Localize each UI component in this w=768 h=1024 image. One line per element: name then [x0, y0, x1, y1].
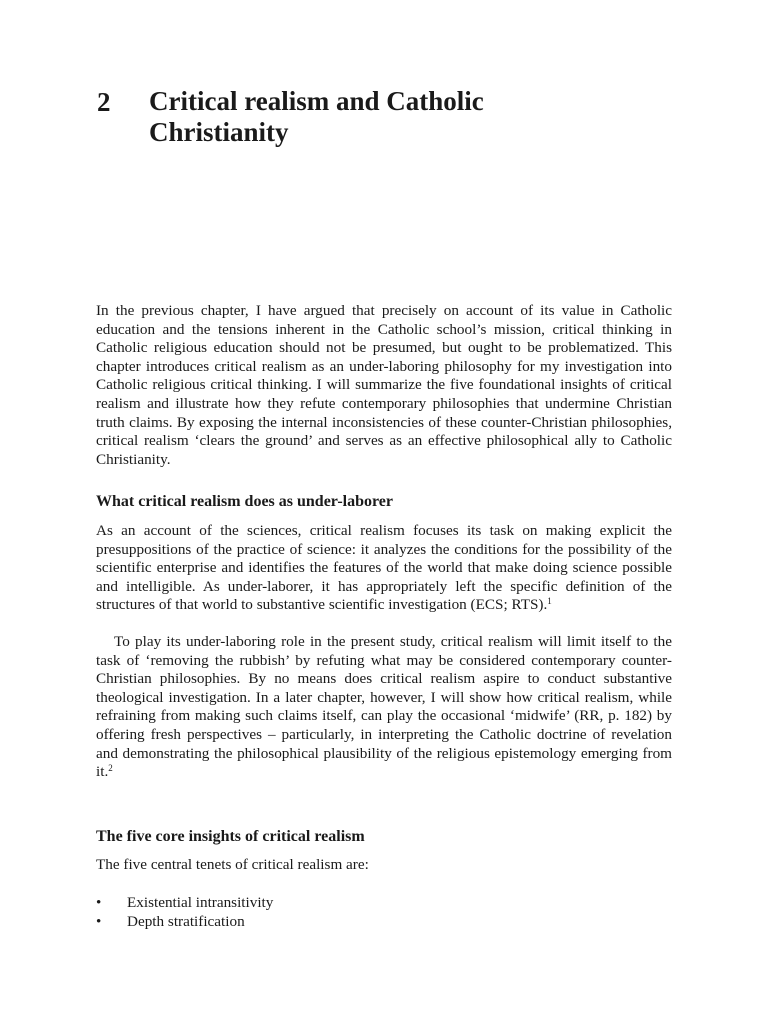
list-item-text: Depth stratification	[127, 913, 245, 930]
chapter-title	[149, 86, 579, 148]
footnote-marker-2[interactable]: 2	[108, 763, 113, 774]
section-heading-under-laborer: What critical realism does as under-laborer	[96, 493, 393, 510]
paragraph-under-laboring-role	[96, 633, 672, 782]
tenets-list	[96, 893, 273, 931]
chapter-title-line-2: Christianity	[149, 117, 289, 147]
bullet-icon: •	[96, 894, 102, 911]
intro-paragraph: In the previous chapter, I have argued that precisely on account of its value in Catholic education and the tensions inherent in the Catholic school’s mission, critical thinking in Catholic religious education should not be presumed, but ought to be problematized. This chapter introduces critical realism as an under-laboring philosophy for my investigation into Catholic religious critical thinking. I will summarize the five foundational insights of critical realism and illustrate how they refute contemporary philosophies that undermine Christian truth claims. By exposing the internal inconsistencies of these counter-Christian philosophies, critical realism ‘clears the ground’ and serves as an effective philosophical ally to Catholic Christianity.	[96, 302, 672, 468]
chapter-title-line-1: Critical realism and Catholic	[149, 86, 484, 116]
bullet-icon: •	[96, 913, 102, 930]
footnote-marker-1[interactable]: 1	[547, 596, 552, 607]
section-heading-core-insights: The five core insights of critical realism	[96, 828, 365, 845]
paragraph-sciences-text: As an account of the sciences, critical realism focuses its task on making explicit the presuppositions of the practice of science: it analyzes the conditions for the possibility of the scientific enterprise and identifies the features of the world that make doing science possible and intelligible. As under-laborer, it has appropriately left the specific definition of the structures of that world to substantive scientific investigation (ECS; RTS).	[96, 522, 672, 614]
chapter-heading	[97, 86, 657, 148]
list-item	[96, 912, 273, 931]
paragraph-under-laboring-role-text: To play its under-laboring role in the present study, critical realism will limit itself to the task of ‘removing the rubbish’ by refuting what may be considered contemporary counter-Christian philosophies. By no means does critical realism aspire to conduct substantive theological investigation. In a later chapter, however, I will show how critical realism, while refraining from making such claims itself, can play the occasional ‘midwife’ (RR, p. 182) by offering fresh perspectives – particularly, in interpreting the Catholic doctrine of revelation and demonstrating the philosophical plausibility of the religious epistemology emerging from it.	[96, 633, 672, 781]
list-item	[96, 893, 273, 912]
list-item-text: Existential intransitivity	[127, 894, 274, 911]
chapter-number: 2	[97, 87, 111, 117]
paragraph-sciences	[96, 522, 672, 615]
paragraph-tenets-intro: The five central tenets of critical realism are:	[96, 856, 369, 873]
